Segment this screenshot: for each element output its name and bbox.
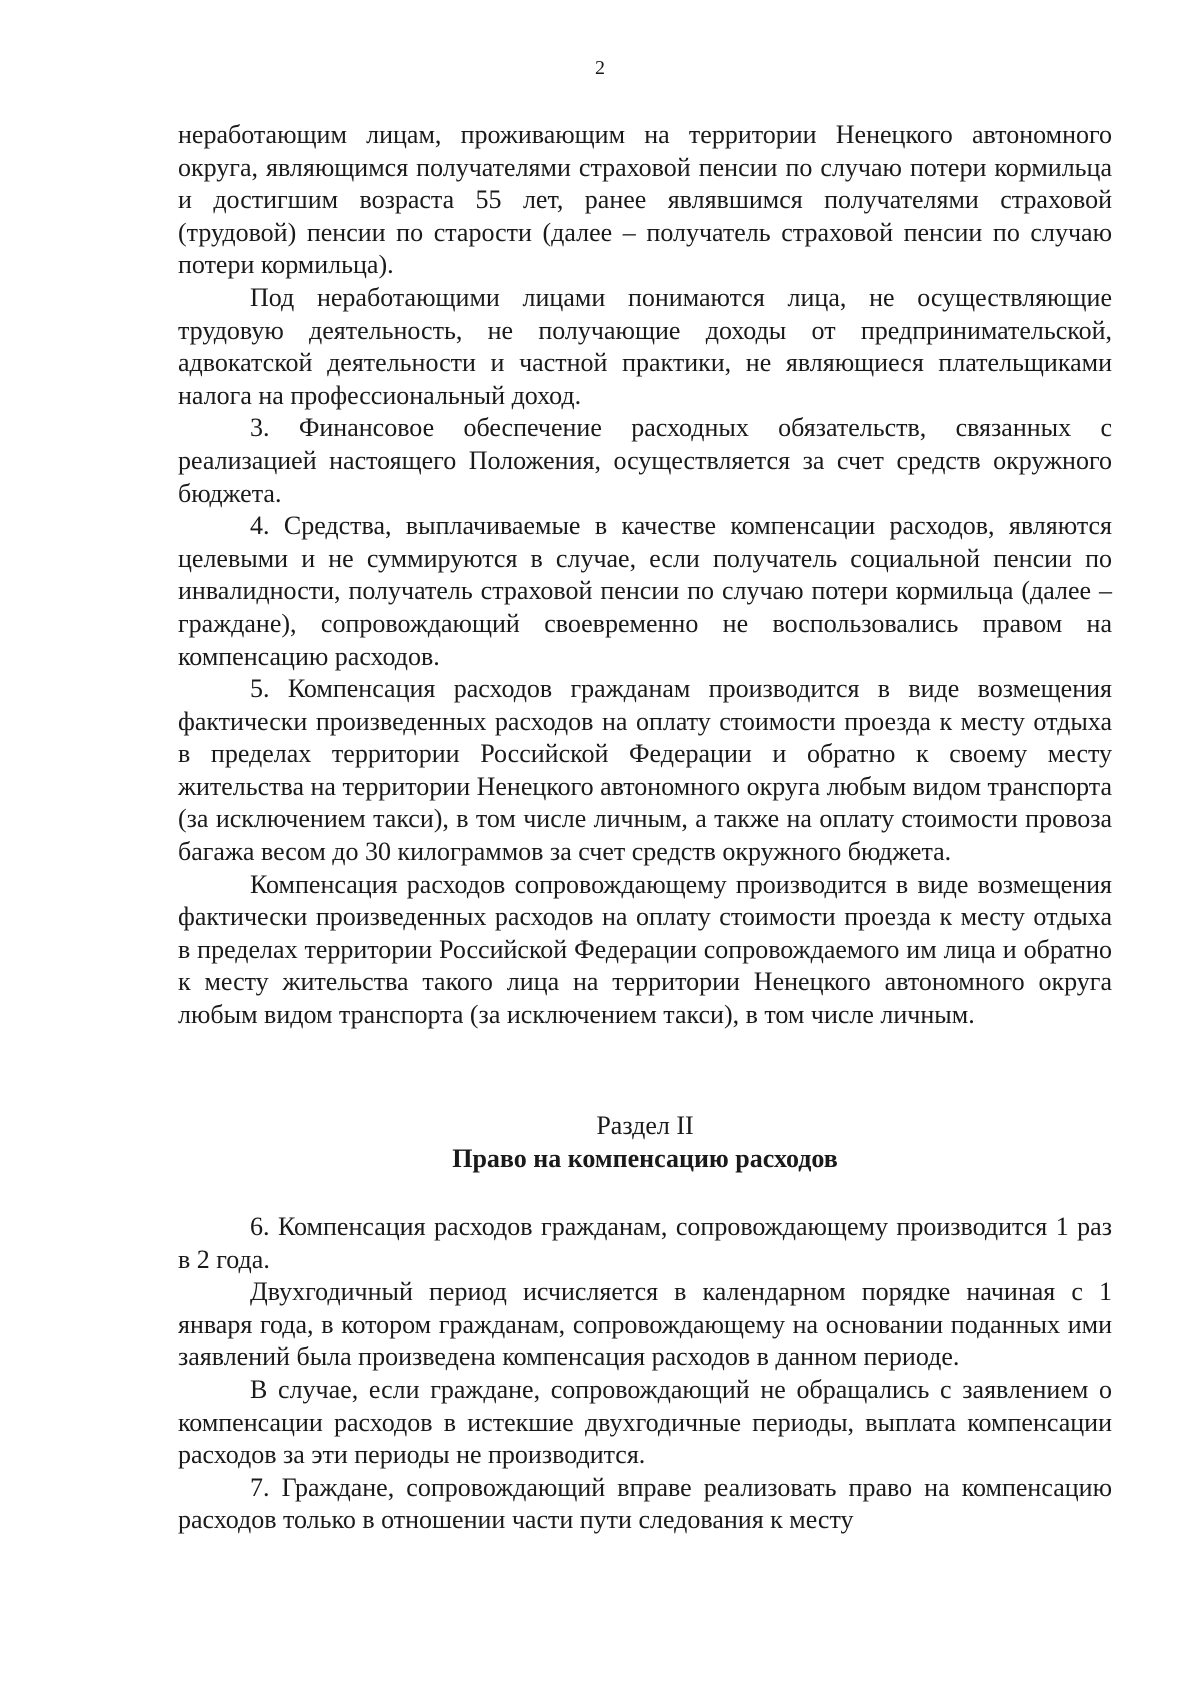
paragraph-two-year-period: Двухгодичный период исчисляется в календарном порядке начиная с 1 января года, в котором гражданам, сопровождающему на основании поданных ими заявлений была произведена компенсация расходов в данном периоде. [178,1277,1112,1372]
paragraph-definition: Под неработающими лицами понимаются лица, не осуществляющие трудовую деятельность, не получающие доходы от предпринимательской, адвокатской деятельности и частной практики, не являющиеся плательщиками налога на профессиональный доход. [178,282,1112,410]
text-block-top [178,119,1112,1032]
paragraph-item-3: 3. Финансовое обеспечение расходных обязательств, связанных с реализацией настоящего Положения, осуществляется за счет средств окружного бюджета. [178,413,1112,508]
paragraph-no-claim: В случае, если граждане, сопровождающий не обращались с заявлением о компенсации расходов в истекшие двухгодичные периоды, выплата компенсации расходов за эти периоды не производится. [178,1374,1112,1470]
page-number: 2 [595,57,605,79]
paragraph-item-4: 4. Средства, выплачиваемые в качестве компенсации расходов, являются целевыми и не суммируются в случае, если получатель социальной пенсии по инвалидности, получатель страховой пенсии по случаю потери кормильца (далее – граждане), сопровождающий своевременно не воспользовались правом на компенсацию расходов. [178,511,1112,671]
paragraph-item-6: 6. Компенсация расходов гражданам, сопровождающему производится 1 раз в 2 года. [178,1212,1112,1274]
text-block-bottom [178,1211,1112,1537]
paragraph-item-5: 5. Компенсация расходов гражданам производится в виде возмещения фактически произведенных расходов на оплату стоимости проезда к месту отдыха в пределах территории Российской Федерации и обратно к своему месту жительства на территории Ненецкого автономного округа любым видом транспорта (за исключением такси), в том числе личным, а также на оплату стоимости провоза багажа весом до 30 килограммов за счет средств окружного бюджета. [178,674,1112,867]
paragraph-item-7: 7. Граждане, сопровождающий вправе реализовать право на компенсацию расходов только в отношении части пути следования к месту [178,1472,1112,1535]
section-number: Раздел II [596,1111,694,1140]
section-title: Право на компенсацию расходов [452,1143,838,1173]
paragraph-continuation: неработающим лицам, проживающим на территории Ненецкого автономного округа, являющимся получателями страховой пенсии по случаю потери кормильца и достигшим возраста 55 лет, ранее являвшимся получателями страховой (трудовой) пенсии по старости (далее – получатель страховой пенсии по случаю потери кормильца). [178,120,1112,280]
section-heading [178,1110,1112,1175]
paragraph-item-5-companion: Компенсация расходов сопровождающему производится в виде возмещения фактически произведенных расходов на оплату стоимости проезда к месту отдыха в пределах территории Российской Федерации сопровождаемого им лица и обратно к месту жительства такого лица на территории Ненецкого автономного округа любым видом транспорта (за исключением такси), в том числе личным. [178,869,1112,1030]
